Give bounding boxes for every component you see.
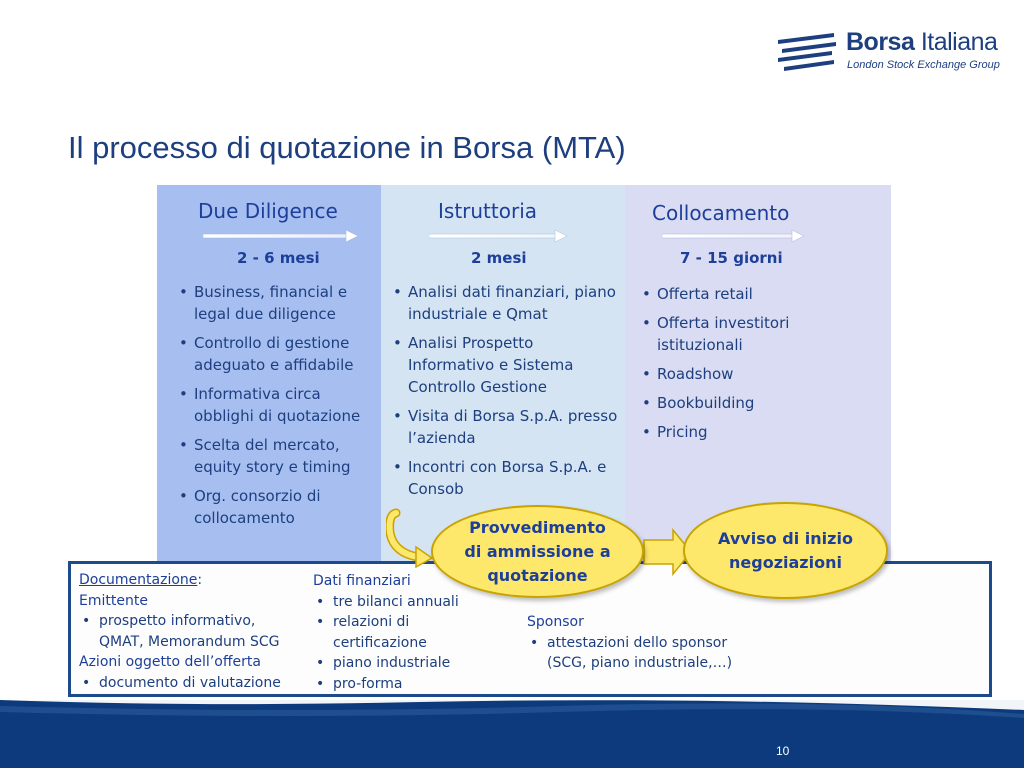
documentation-heading: Documentazione: xyxy=(79,572,203,588)
list-item: certificazione xyxy=(333,634,427,651)
issuer-heading: Emittente xyxy=(79,592,148,609)
financial-heading: Dati finanziari xyxy=(313,573,411,589)
list-item: • Org. consorzio di collocamento xyxy=(176,485,378,529)
phase-arrow-icon xyxy=(203,229,359,243)
logo-subtitle: London Stock Exchange Group xyxy=(847,59,1000,71)
footer-band xyxy=(0,700,1024,768)
list-item: • Business, financial e legal due diligence xyxy=(176,281,378,325)
list-item: • Bookbuilding xyxy=(639,392,879,414)
list-item: • Analisi Prospetto Informativo e Sistema Controllo Gestione xyxy=(390,332,622,398)
sponsor-heading: Sponsor xyxy=(527,614,584,630)
phase-duration-collocamento: 7 - 15 giorni xyxy=(680,249,783,267)
list-item: • piano industriale xyxy=(313,653,459,674)
list-item: • Analisi dati finanziari, piano industriale e Qmat xyxy=(390,281,622,325)
slide-title: Il processo di quotazione in Borsa (MTA) xyxy=(68,130,626,165)
phase-title-collocamento: Collocamento xyxy=(652,201,790,225)
phase-bullets-due-diligence xyxy=(176,281,378,536)
list-item: • Offerta investitori istituzionali xyxy=(639,312,879,356)
list-item: • Scelta del mercato, equity story e timing xyxy=(176,434,378,478)
list-item: • Pricing xyxy=(639,421,879,443)
phase-arrow-icon xyxy=(662,229,806,243)
borsa-italiana-logo xyxy=(776,28,1000,76)
phase-arrow-icon xyxy=(429,229,569,243)
trading-start-milestone xyxy=(683,502,888,599)
phase-bullets-collocamento xyxy=(639,283,879,450)
list-item: • Controllo di gestione adeguato e affidabile xyxy=(176,332,378,376)
phase-duration-istruttoria: 2 mesi xyxy=(471,249,527,267)
list-item: • relazioni di xyxy=(313,612,459,633)
list-item: (SCG, piano industriale,…) xyxy=(547,655,733,671)
list-item: • Roadshow xyxy=(639,363,879,385)
list-item: • Incontri con Borsa S.p.A. e Consob xyxy=(390,456,622,500)
list-item: • pro-forma xyxy=(313,674,459,695)
page-number: 10 xyxy=(776,744,790,758)
phase-title-istruttoria: Istruttoria xyxy=(438,199,538,223)
list-item: • prospetto informativo, xyxy=(79,611,281,632)
shares-heading: Azioni oggetto dell’offerta xyxy=(79,654,261,670)
list-item: • attestazioni dello sponsor xyxy=(527,633,732,654)
list-item: QMAT, Memorandum SCG xyxy=(99,633,280,650)
list-item: • documento di valutazione xyxy=(79,673,281,694)
list-item: • Informativa circa obblighi di quotazione xyxy=(176,383,378,427)
milestone-line: di ammissione a xyxy=(464,541,611,561)
list-item: • Visita di Borsa S.p.A. presso l’azienda xyxy=(390,405,622,449)
logo-stripes-icon xyxy=(776,30,838,72)
milestone-line: negoziazioni xyxy=(729,552,842,572)
phase-bullets-istruttoria xyxy=(390,281,622,507)
milestone-line: Provvedimento xyxy=(469,517,606,537)
phase-duration-due-diligence: 2 - 6 mesi xyxy=(237,249,320,267)
documentation-sponsor-column xyxy=(527,612,732,674)
list-item: • tre bilanci annuali xyxy=(313,592,459,613)
logo-name: Borsa Italiana xyxy=(846,28,998,56)
admission-milestone xyxy=(431,505,644,598)
phase-title-due-diligence: Due Diligence xyxy=(198,199,338,223)
milestone-line: Avviso di inizio xyxy=(718,528,853,548)
milestone-line: quotazione xyxy=(487,565,588,585)
list-item: • Offerta retail xyxy=(639,283,879,305)
documentation-financial-column xyxy=(313,571,459,694)
footer-wave-icon xyxy=(0,700,1024,768)
documentation-issuer-column xyxy=(79,570,281,693)
